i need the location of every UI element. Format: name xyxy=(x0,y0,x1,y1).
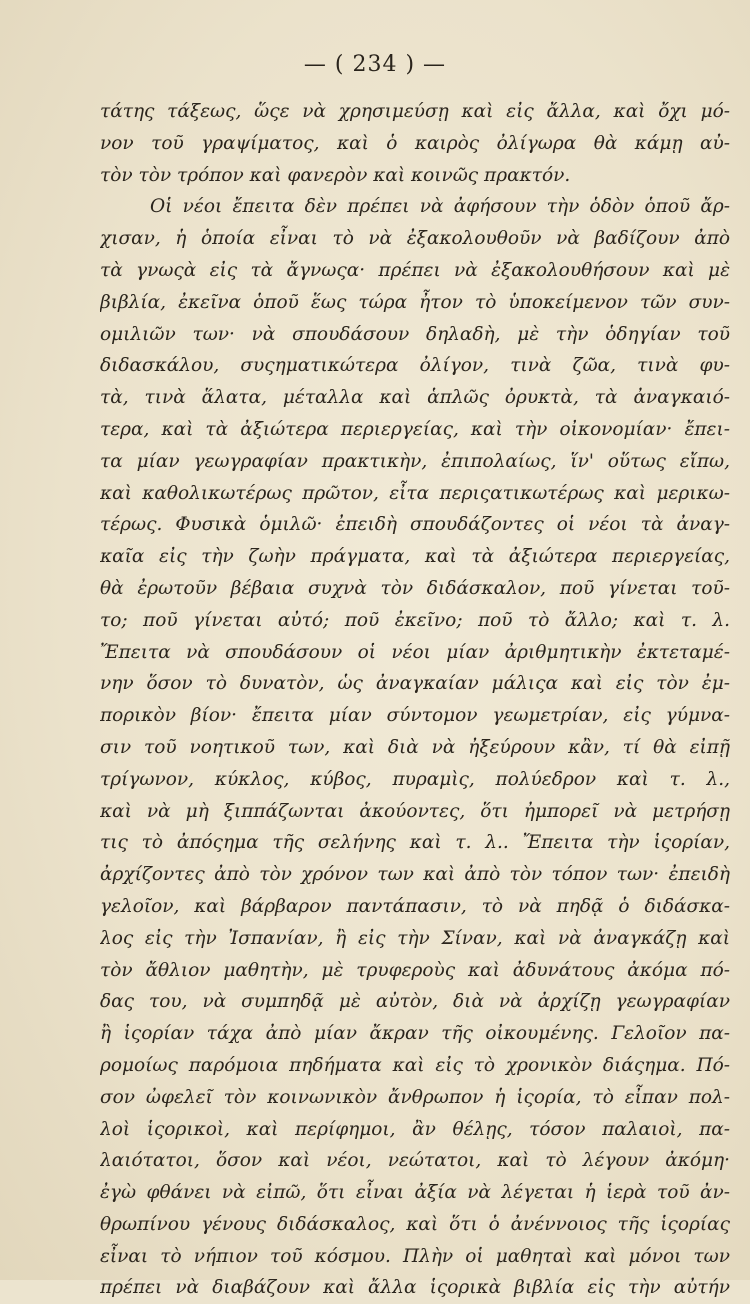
text-line: λοὶ ἱςορικοὶ, καὶ περίφημοι, ἂν θέλῃς, τόσον παλαιοὶ, πα- xyxy=(100,1118,730,1140)
text-line: νον τοῦ γραψίματος, καὶ ὁ καιρὸς ὀλίγωρα θὰ κάμῃ αὐ- xyxy=(100,132,730,154)
text-line: τα μίαν γεωγραφίαν πρακτικὴν, ἐπιπολαίως, ἵν' οὕτως εἴπω, xyxy=(100,450,730,472)
text-line: τὸν τὸν τρόπον καὶ φανερὸν καὶ κοινῶς πρακτόν. xyxy=(100,164,571,186)
text-line: λος εἰς τὴν Ἰσπανίαν, ἢ εἰς τὴν Σίναν, καὶ νὰ ἀναγκάζῃ καὶ xyxy=(100,927,730,949)
text-line: σιν τοῦ νοητικοῦ των, καὶ διὰ νὰ ἠξεύρουν κἂν, τί θὰ εἰπῇ xyxy=(100,736,730,758)
text-line: νην ὅσον τὸ δυνατὸν, ὡς ἀναγκαίαν μάλιςα καὶ εἰς τὸν ἐμ- xyxy=(100,673,730,695)
text-line: εἶναι τὸ νήπιον τοῦ κόσμου. Πλὴν οἱ μαθηταὶ καὶ μόνοι των xyxy=(100,1245,730,1267)
text-line: ἐγὼ φθάνει νὰ εἰπῶ, ὅτι εἶναι ἀξία νὰ λέγεται ἡ ἱερὰ τοῦ ἀν- xyxy=(100,1182,730,1204)
text-line: σον ὠφελεῖ τὸν κοινωνικὸν ἄνθρωπον ἡ ἱςορία, τὸ εἶπαν πολ- xyxy=(100,1086,730,1108)
body-text xyxy=(100,96,730,1304)
text-line: ἢ ἱςορίαν τάχα ἀπὸ μίαν ἄκραν τῆς οἰκουμένης. Γελοῖον πα- xyxy=(100,1023,730,1045)
text-line: τις τὸ ἀπόςημα τῆς σελήνης καὶ τ. λ.. Ἔπειτα τὴν ἱςορίαν, xyxy=(100,832,730,854)
text-line: τὸν ἄθλιον μαθητὴν, μὲ τρυφεροὺς καὶ ἀδυνάτους ἀκόμα πό- xyxy=(100,959,730,981)
text-line: διδασκάλου, συςηματικώτερα ὀλίγον, τινὰ ζῶα, τινὰ φυ- xyxy=(100,355,730,377)
text-line: τὰ γνωςὰ εἰς τὰ ἄγνωςα· πρέπει νὰ ἐξακολουθήσουν καὶ μὲ xyxy=(100,259,730,281)
text-line: πρέπει νὰ διαβάζουν καὶ ἄλλα ἱςορικὰ βιβλία εἰς τὴν αὐτήν xyxy=(100,1277,730,1299)
text-line: τὰ, τινὰ ἅλατα, μέταλλα καὶ ἁπλῶς ὀρυκτὰ, τὰ ἀναγκαιό- xyxy=(100,387,730,409)
text-line: θὰ ἐρωτοῦν βέβαια συχνὰ τὸν διδάσκαλον, ποῦ γίνεται τοῦ- xyxy=(100,577,730,599)
page-number-header: — ( 234 ) — xyxy=(303,52,447,77)
text-line: πορικὸν βίον· ἔπειτα μίαν σύντομον γεωμετρίαν, εἰς γύμνα- xyxy=(100,705,730,727)
text-line: καὶ νὰ μὴ ξιππάζωνται ἀκούοντες, ὅτι ἠμπορεῖ νὰ μετρήσῃ xyxy=(100,800,730,822)
text-line: θρωπίνου γένους διδάσκαλος, καὶ ὅτι ὁ ἀνέννοιος τῆς ἱςορίας xyxy=(100,1213,730,1235)
text-line: βιβλία, ἐκεῖνα ὁποῦ ἕως τώρα ἦτον τὸ ὑποκείμενον τῶν συν- xyxy=(100,291,730,313)
text-line: ἀρχίζοντες ἀπὸ τὸν χρόνον των καὶ ἀπὸ τὸν τόπον των· ἐπειδὴ xyxy=(100,864,730,886)
text-line: ομιλιῶν των· νὰ σπουδάσουν δηλαδὴ, μὲ τὴν ὁδηγίαν τοῦ xyxy=(100,323,730,345)
text-line: δας του, νὰ συμπηδᾷ μὲ αὐτὸν, διὰ νὰ ἀρχίζῃ γεωγραφίαν xyxy=(100,991,730,1013)
text-line: Ἔπειτα νὰ σπουδάσουν οἱ νέοι μίαν ἀριθμητικὴν ἐκτεταμέ- xyxy=(100,641,730,663)
text-line: τρίγωνον, κύκλος, κύβος, πυραμὶς, πολύεδρον καὶ τ. λ., xyxy=(100,768,730,790)
text-line: καῖα εἰς τὴν ζωὴν πράγματα, καὶ τὰ ἀξιώτερα περιεργείας, xyxy=(100,546,730,568)
text-line: τάτης τάξεως, ὥςε νὰ χρησιμεύσῃ καὶ εἰς ἄλλα, καὶ ὄχι μό- xyxy=(100,101,730,122)
text-line: καὶ καθολικωτέρως πρῶτον, εἶτα περιςατικωτέρως καὶ μερικω- xyxy=(100,482,730,504)
text-line: τερα, καὶ τὰ ἀξιώτερα περιεργείας, καὶ τὴν οἰκονομίαν· ἔπει- xyxy=(100,418,730,440)
text-line: Οἱ νέοι ἔπειτα δὲν πρέπει νὰ ἀφήσουν τὴν ὁδὸν ὁποῦ ἄρ- xyxy=(150,196,730,218)
text-line: το; ποῦ γίνεται αὐτό; ποῦ ἐκεῖνο; ποῦ τὸ ἄλλο; καὶ τ. λ. xyxy=(100,609,730,631)
text-line: γελοῖον, καὶ βάρβαρον παντάπασιν, τὸ νὰ πηδᾷ ὁ διδάσκα- xyxy=(100,895,730,917)
text-line: τέρως. Φυσικὰ ὁμιλῶ· ἐπειδὴ σπουδάζοντες οἱ νέοι τὰ ἀναγ- xyxy=(100,514,730,536)
text-line: λαιότατοι, ὅσον καὶ νέοι, νεώτατοι, καὶ τὸ λέγουν ἀκόμη· xyxy=(100,1150,730,1172)
text-line: χισαν, ἡ ὁποία εἶναι τὸ νὰ ἐξακολουθοῦν νὰ βαδίζουν ἀπὸ xyxy=(100,228,730,250)
text-line: ρομοίως παρόμοια πηδήματα καὶ εἰς τὸ χρονικὸν διάςημα. Πό- xyxy=(100,1054,730,1076)
